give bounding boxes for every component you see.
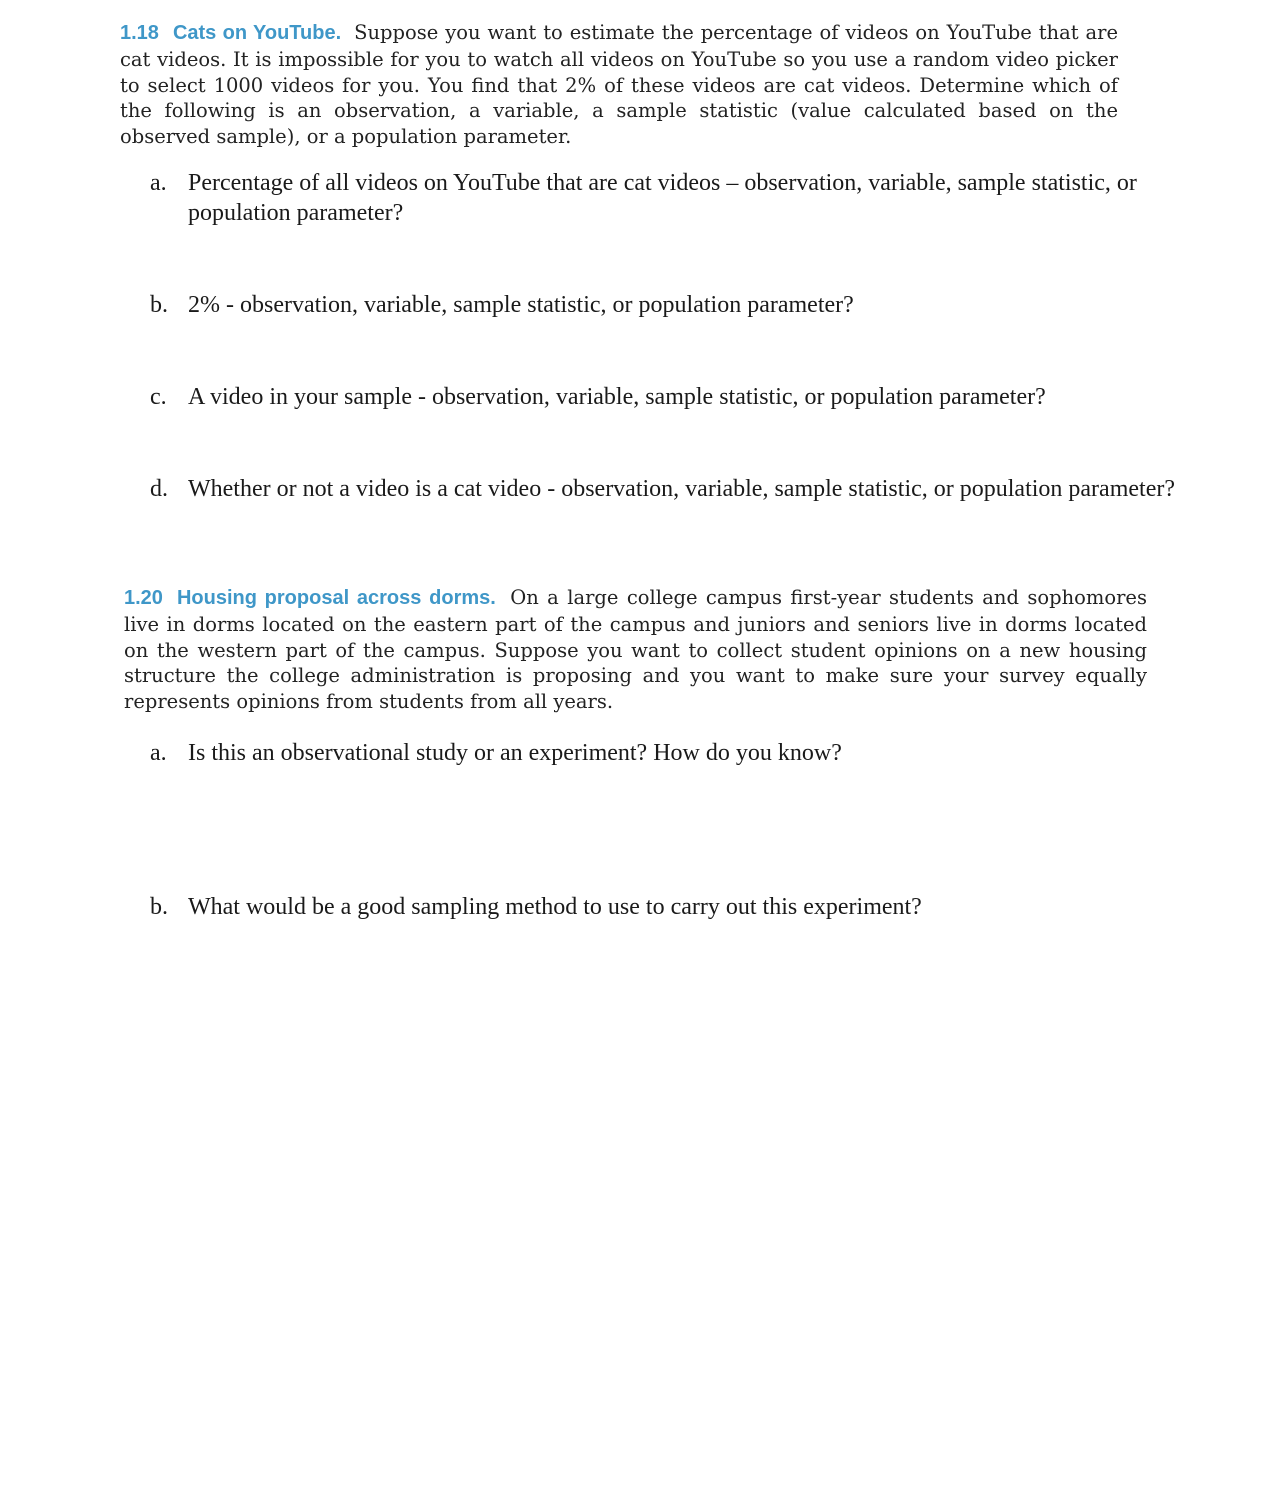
problem-number: 1.18	[120, 22, 159, 44]
question-text: 2% - observation, variable, sample statistic, or population parameter?	[188, 292, 854, 318]
question-text: Whether or not a video is a cat video - observation, variable, sample statistic, or population parameter?	[188, 476, 1175, 502]
problem-body: Suppose you want to estimate the percentage of videos on YouTube that are cat videos. It is impossible for you to watch all videos on YouTube so you use a random video picker to select 1000 videos for you. You find that 2% of these videos are cat videos. Determine which of the following is an observation, a variable, a sample statistic (value calculated based on the observed sample), or a population parameter.	[120, 21, 1118, 149]
question-text: What would be a good sampling method to use to carry out this experiment?	[188, 894, 922, 920]
question-letter: b.	[150, 292, 168, 318]
problem-title: Housing proposal across dorms.	[176, 587, 496, 609]
problem-number: 1.20	[124, 587, 163, 609]
problem-1-18-statement	[120, 20, 1118, 150]
question-letter: c.	[150, 384, 167, 410]
question-1-18-c	[150, 382, 1168, 412]
question-text: Percentage of all videos on YouTube that are cat videos – observation, variable, sample statistic, or population parameter?	[188, 170, 1137, 226]
question-letter: d.	[150, 476, 168, 502]
problem-1-20-statement	[124, 585, 1147, 715]
question-letter: a.	[150, 170, 167, 196]
question-1-20-b	[150, 892, 1168, 922]
question-1-20-a	[150, 738, 1168, 768]
question-letter: a.	[150, 740, 167, 766]
problem-title: Cats on YouTube.	[172, 22, 342, 44]
question-text: A video in your sample - observation, variable, sample statistic, or population parameter?	[188, 384, 1046, 410]
question-1-18-a	[150, 168, 1168, 228]
problem-body: On a large college campus first-year students and sophomores live in dorms located on the eastern part of the campus and juniors and seniors live in dorms located on the western part of the campus. Suppose you want to collect student opinions on a new housing structure the college administration is proposing and you want to make sure your survey equally represents opinions from students from all years.	[124, 586, 1147, 714]
question-1-18-d	[150, 474, 1198, 504]
question-1-18-b	[150, 290, 1168, 320]
question-letter: b.	[150, 894, 168, 920]
question-text: Is this an observational study or an experiment? How do you know?	[188, 740, 842, 766]
